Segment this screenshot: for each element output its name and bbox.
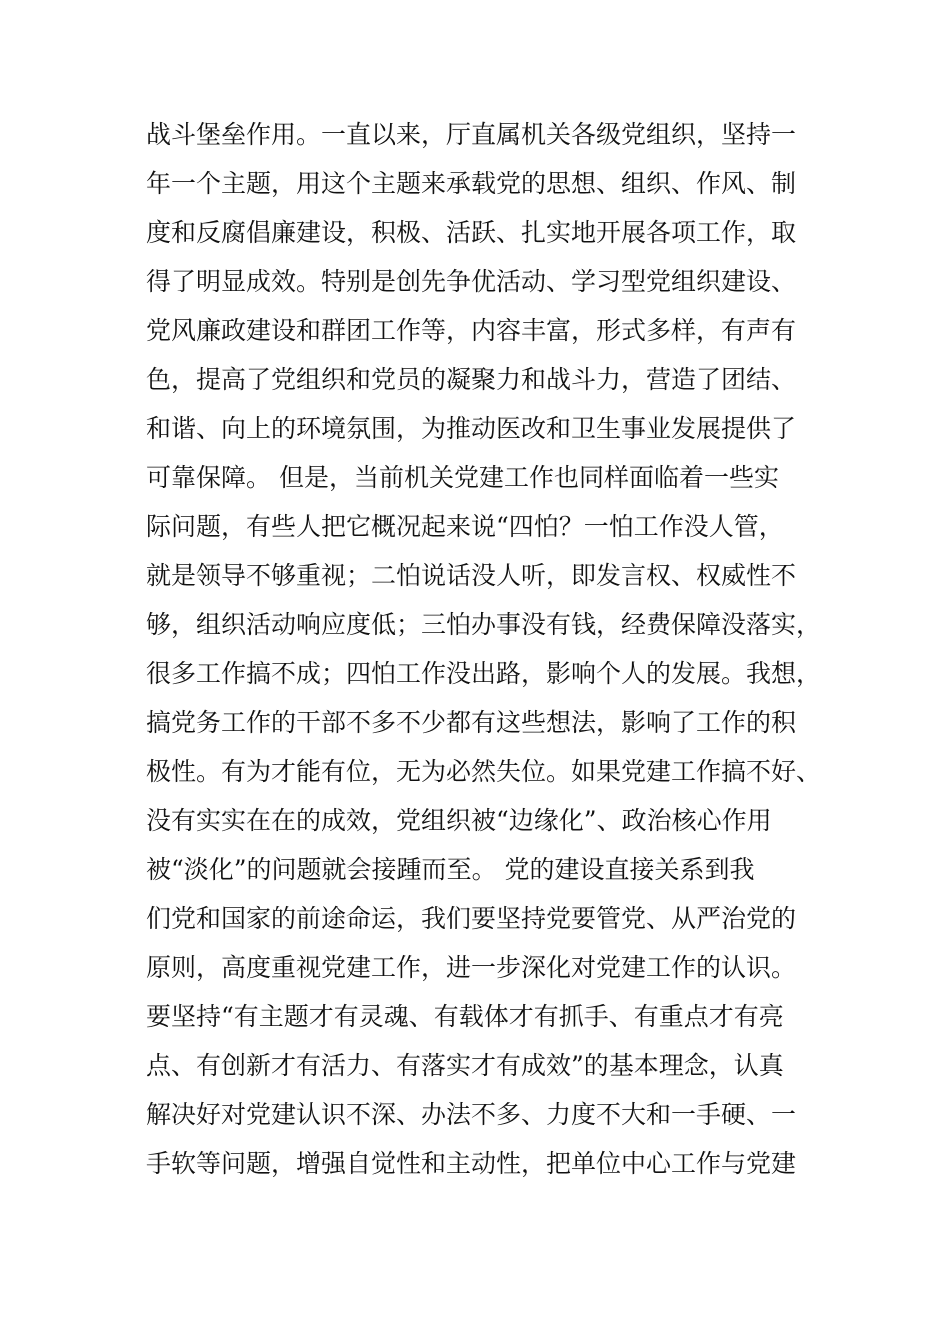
text-line: 很多工作搞不成；四怕工作没出路，影响个人的发展。我想， [146,659,822,688]
text-line: 和谐、向上的环境氛围，为推动医改和卫生事业发展提供了 [146,414,797,443]
text-line: 可靠保障。 但是，当前机关党建工作也同样面临着一些实 [146,463,779,492]
text-line: 际问题，有些人把它概况起来说“四怕？一怕工作没人管， [146,512,784,541]
text-line: 们党和国家的前途命运，我们要坚持党要管党、从严治党的 [146,904,797,933]
text-line: 极性。有为才能有位，无为必然失位。如果党建工作搞不好、 [146,757,822,786]
text-line: 色，提高了党组织和党员的凝聚力和战斗力，营造了团结、 [146,365,797,394]
text-line: 没有实实在在的成效，党组织被“边缘化”、政治核心作用 [146,806,772,835]
text-line: 点、有创新才有活力、有落实才有成效”的基本理念，认真 [146,1051,784,1080]
text-line: 度和反腐倡廉建设，积极、活跃、扎实地开展各项工作，取 [146,218,797,247]
text-line: 得了明显成效。特别是创先争优活动、学习型党组织建设、 [146,267,797,296]
text-line: 被“淡化”的问题就会接踵而至。 党的建设直接关系到我 [146,855,755,884]
text-line: 党风廉政建设和群团工作等，内容丰富，形式多样，有声有 [146,316,797,345]
text-line: 年一个主题，用这个主题来承载党的思想、组织、作风、制 [146,169,797,198]
text-line: 搞党务工作的干部不多不少都有这些想法，影响了工作的积 [146,708,797,737]
text-line: 就是领导不够重视；二怕说话没人听，即发言权、权威性不 [146,561,797,590]
text-line: 手软等问题，增强自觉性和主动性，把单位中心工作与党建 [146,1149,797,1178]
text-line: 原则，高度重视党建工作，进一步深化对党建工作的认识。 [146,953,797,982]
text-line: 战斗堡垒作用。一直以来，厅直属机关各级党组织，坚持一 [146,120,797,149]
text-line: 要坚持“有主题才有灵魂、有载体才有抓手、有重点才有亮 [146,1002,784,1031]
body-text [146,110,826,1188]
text-line: 够，组织活动响应度低；三怕办事没有钱，经费保障没落实， [146,610,822,639]
text-line: 解决好对党建认识不深、办法不多、力度不大和一手硬、一 [146,1100,797,1129]
